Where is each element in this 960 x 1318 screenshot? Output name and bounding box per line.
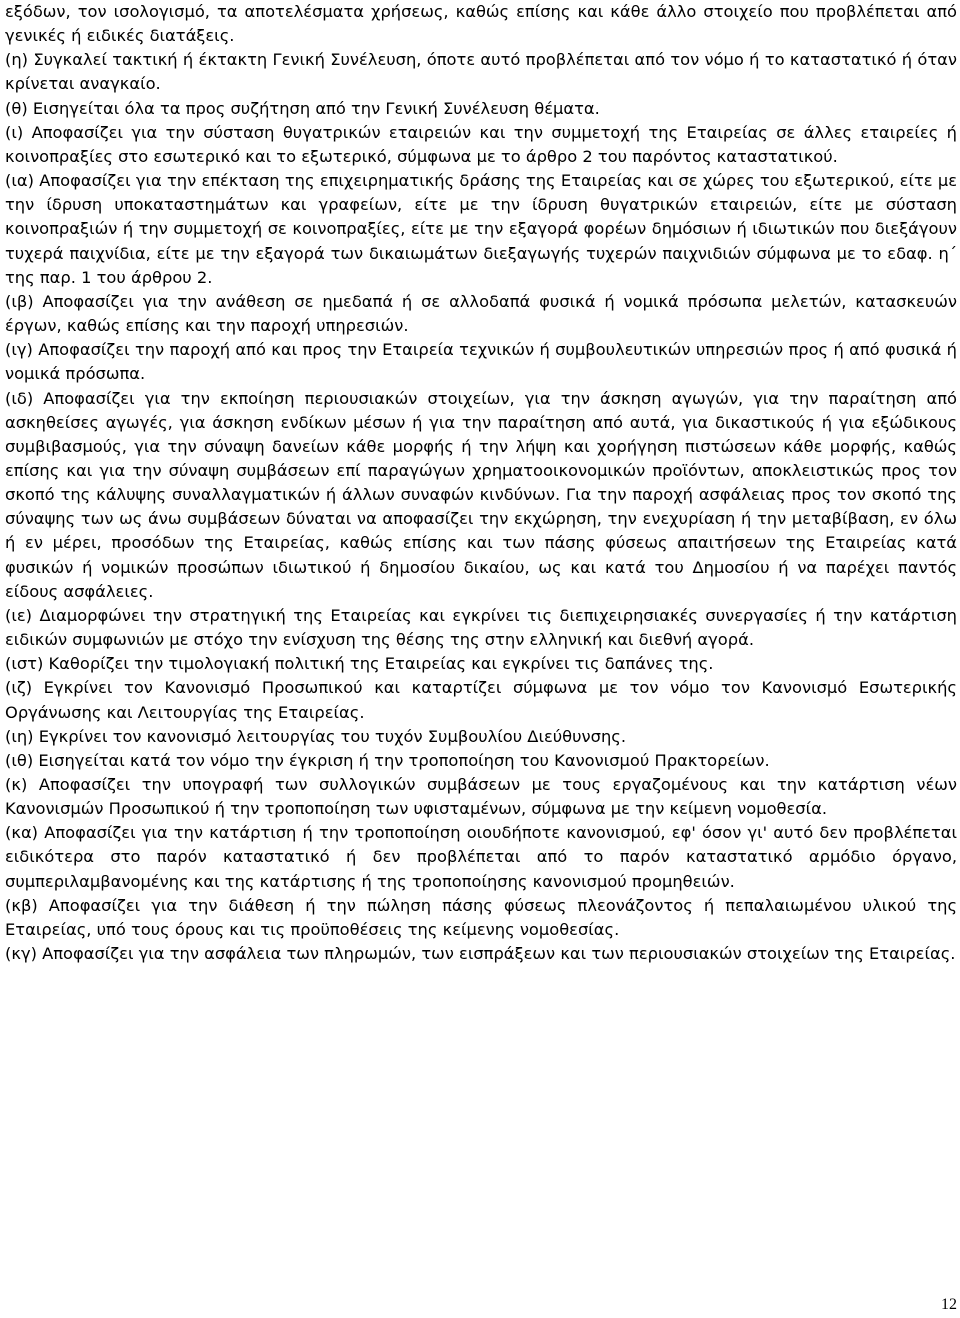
paragraph-item-iota: (ι) Αποφασίζει για την σύσταση θυγατρικών εταιρειών και την συμμετοχή της Εταιρείας σε άλλες εταιρείες ή κοινοπραξίες στο εσωτερικό και το εξωτερικό, σύμφωνα με το άρθρο 2 του παρόντος καταστατικού. xyxy=(5,122,957,166)
paragraph-continuation: εξόδων, τον ισολογισμό, τα αποτελέσματα χρήσεως, καθώς επίσης και κάθε άλλο στοιχείο που προβλέπεται από γενικές ή ειδικές διατάξεις. xyxy=(5,2,957,46)
paragraph-item-ia: (ια) Αποφασίζει για την επέκταση της επιχειρηματικής δράσης της Εταιρείας και σε χώρες του εξωτερικού, είτε με την ίδρυση υποκαταστημάτων και γραφείων, είτε με την ίδρυση θυγατρικών εταιρειών, είτε με σύσταση κοινοπραξιών ή την συμμετοχή σε κοινοπραξίες, είτε με την εξαγορά φορέων δημόσιων ή ιδιωτικών που διεξάγουν τυχερά παιχνίδια, είτε με την εξαγορά των δικαιωμάτων διεξαγωγής τυχερών παιχνιδιών σύμφωνα με το εδαφ. η΄ της παρ. 1 του άρθρου 2. xyxy=(5,171,957,287)
paragraph-item-ib: (ιβ) Αποφασίζει για την ανάθεση σε ημεδαπά ή σε αλλοδαπά φυσικά ή νομικά πρόσωπα μελετών, κατασκευών έργων, καθώς επίσης και την παροχή υπηρεσιών. xyxy=(5,291,957,336)
paragraph-item-ith: (ιθ) Εισηγείται κατά τον νόμο την έγκριση ή την τροποποίηση του Κανονισμού Πρακτορείων. xyxy=(5,750,770,770)
paragraph-item-iz: (ιζ) Εγκρίνει τον Κανονισμό Προσωπικού και καταρτίζει σύμφωνα με τον νόμο τον Κανονισμό Εσωτερικής Οργάνωσης και Λειτουργίας της Εταιρείας. xyxy=(5,678,957,722)
paragraph-item-id: (ιδ) Αποφασίζει για την εκποίηση περιουσιακών στοιχείων, για την άσκηση αγωγών, για την παραίτηση από ασκηθείσες αγωγές, για άσκηση ενδίκων μέσων ή για την παραίτηση από αυτά, για δικαστικούς ή για εξώδικους συμβιβασμούς, για την σύναψη δανείων κάθε μορφής ή την λήψη και χορήγηση πιστώσεων κάθε μορφής, καθώς επίσης και για την σύναψη συμβάσεων επί παραγώγων χρηματοοικονομικών προϊόντων, αποκλειστικώς προς τον σκοπό της κάλυψης συναλλαγματικών ή άλλων συναφών κινδύνων. Για την παροχή ασφάλειας προς τον σκοπό της σύναψης των ως άνω συμβάσεων δύναται να αποφασίζει την εκχώρηση, την ενεχυρίαση ή την μεταβίβαση, εν όλω ή εν μέρει, προσόδων της Εταιρείας, καθώς επίσης και των πάσης φύσεως απαιτήσεων της Εταιρείας κατά φυσικών ή νομικών προσώπων ιδιωτικού ή δημοσίου δικαίου, ως και κατά του Δημοσίου ή να παρέχει παντός είδους ασφάλειες. xyxy=(5,388,957,601)
paragraph-item-ie: (ιε) Διαμορφώνει την στρατηγική της Εταιρείας και εγκρίνει τις διεπιχειρησιακές συνεργασίες ή την κατάρτιση ειδικών συμφωνιών με στόχο την ενίσχυση της θέσης της στην ελληνική και διεθνή αγορά. xyxy=(5,605,957,650)
paragraph-item-eta: (η) Συγκαλεί τακτική ή έκτακτη Γενική Συνέλευση, όποτε αυτό προβλέπεται από τον νόμο ή το καταστατικό ή όταν κρίνεται αναγκαίο. xyxy=(5,50,957,94)
paragraph-item-kb: (κβ) Αποφασίζει για την διάθεση ή την πώληση πάσης φύσεως πλεονάζοντος ή πεπαλαιωμένου υλικού της Εταιρείας, υπό τους όρους και τις προϋποθέσεις της κείμενης νομοθεσίας. xyxy=(5,895,957,939)
paragraph-item-ih: (ιη) Εγκρίνει τον κανονισμό λειτουργίας του τυχόν Συμβουλίου Διεύθυνσης. xyxy=(5,726,627,746)
paragraph-item-theta: (θ) Εισηγείται όλα τα προς συζήτηση από την Γενική Συνέλευση θέματα. xyxy=(5,98,600,118)
page-number: 12 xyxy=(941,1296,957,1313)
document-body xyxy=(5,0,957,966)
paragraph-item-ist: (ιστ) Καθορίζει την τιμολογιακή πολιτική της Εταιρείας και εγκρίνει τις δαπάνες της. xyxy=(5,654,714,674)
paragraph-item-ig: (ιγ) Αποφασίζει την παροχή από και προς την Εταιρεία τεχνικών ή συμβουλευτικών υπηρεσιών προς ή από φυσικά ή νομικά πρόσωπα. xyxy=(5,340,957,384)
paragraph-item-kg: (κγ) Αποφασίζει για την ασφάλεια των πληρωμών, των εισπράξεων και των περιουσιακών στοιχείων της Εταιρείας. xyxy=(5,944,956,964)
paragraph-item-k: (κ) Αποφασίζει την υπογραφή των συλλογικών συμβάσεων με τους εργαζομένους και την κατάρτιση νέων Κανονισμών Προσωπικού ή την τροποποίηση των υφισταμένων, σύμφωνα με την κείμενη νομοθεσία. xyxy=(5,775,957,819)
paragraph-item-ka: (κα) Αποφασίζει για την κατάρτιση ή την τροποποίηση οιουδήποτε κανονισμού, εφ' όσον γι' αυτό δεν προβλέπεται ειδικότερα στο παρόν καταστατικό ή δεν προβλέπεται από το παρόν καταστατικό αρμόδιο όργανο, συμπεριλαμβανομένης και της κατάρτισης ή της τροποποίησης κανονισμού προμηθειών. xyxy=(5,823,957,891)
